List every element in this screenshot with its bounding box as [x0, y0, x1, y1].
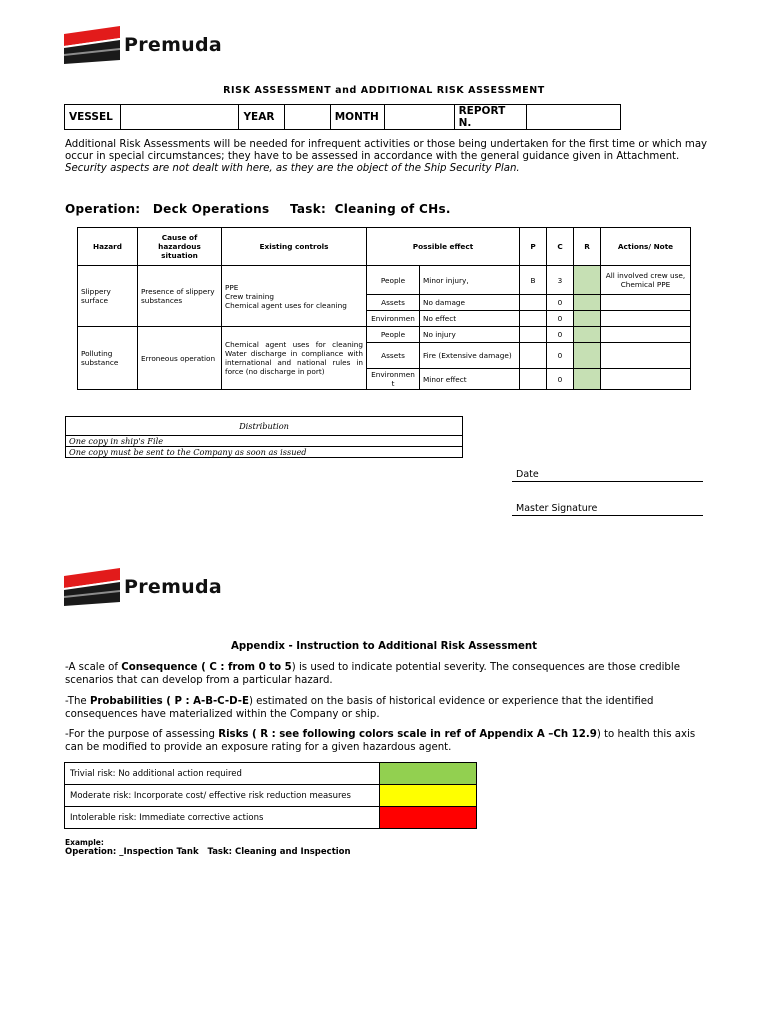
- col-effect: Possible effect: [367, 228, 520, 266]
- note-cell: [601, 311, 691, 327]
- col-r: R: [574, 228, 601, 266]
- target-cell: Assets: [367, 295, 420, 311]
- target-cell: People: [367, 327, 420, 343]
- company-logo: [64, 26, 222, 64]
- r-cell: [574, 369, 601, 390]
- p-cell: [520, 369, 547, 390]
- appendix-p2: -The Probabilities ( P : A-B-C-D-E) estimated on the basis of historical evidence or experience that the identified consequences have materialized within the Company or ship.: [65, 696, 654, 720]
- month-field[interactable]: [384, 105, 454, 130]
- hazard-cell: Slippery surface: [78, 266, 138, 327]
- cause-cell: Erroneous operation: [138, 327, 222, 390]
- scale-label: Moderate risk: Incorporate cost/ effective risk reduction measures: [65, 785, 380, 807]
- year-label: YEAR: [239, 105, 285, 130]
- c-cell: 0: [547, 343, 574, 369]
- c-cell: 0: [547, 311, 574, 327]
- master-signature-field[interactable]: [512, 503, 703, 516]
- operation-line: [65, 202, 451, 216]
- appendix-p3: -For the purpose of assessing Risks ( R : see following colors scale in ref of Appendix A –Ch 12.9) to health this axis can be modified to provide an exposure rating for a given hazardous agent.: [65, 729, 696, 753]
- c-cell: 0: [547, 295, 574, 311]
- col-hazard: Hazard: [78, 228, 138, 266]
- intro-paragraph: [65, 139, 725, 175]
- p-cell: [520, 311, 547, 327]
- r-cell: [574, 295, 601, 311]
- p-cell: B: [520, 266, 547, 295]
- intro-note: Security aspects are not dealt with here, as they are the object of the Ship Security Plan.: [65, 163, 520, 174]
- note-cell: [601, 343, 691, 369]
- example-label: Example:: [65, 838, 104, 847]
- hazard-cell: Polluting substance: [78, 327, 138, 390]
- controls-cell: PPE Crew training Chemical agent uses for cleaning: [222, 266, 367, 327]
- r-cell: [574, 327, 601, 343]
- vessel-field[interactable]: [120, 105, 239, 130]
- note-cell: All involved crew use, Chemical PPE: [601, 266, 691, 295]
- r-cell: [574, 266, 601, 295]
- col-cause: Cause of hazardous situation: [138, 228, 222, 266]
- risk-assessment-table: [77, 227, 691, 390]
- brand-name: Premuda: [124, 34, 223, 56]
- operation-label: Operation:: [65, 202, 141, 216]
- table-row: [78, 327, 691, 343]
- effect-cell: Minor injury,: [420, 266, 520, 295]
- target-cell: Environmen: [367, 311, 420, 327]
- example-line: Operation: _Inspection Tank Task: Cleaning and Inspection: [65, 847, 351, 857]
- target-cell: Assets: [367, 343, 420, 369]
- appendix-title: Appendix - Instruction to Additional Risk Assessment: [230, 641, 538, 652]
- r-cell: [574, 311, 601, 327]
- scale-row: [65, 807, 477, 829]
- col-controls: Existing controls: [222, 228, 367, 266]
- report-field[interactable]: [526, 105, 620, 130]
- trivial-risk-swatch: [380, 763, 477, 785]
- moderate-risk-swatch: [380, 785, 477, 807]
- effect-cell: No injury: [420, 327, 520, 343]
- month-label: MONTH: [330, 105, 384, 130]
- effect-cell: No effect: [420, 311, 520, 327]
- signature-label: Master Signature: [516, 503, 598, 514]
- target-cell: Environmen t: [367, 369, 420, 390]
- task-label: Task:: [289, 202, 327, 216]
- note-cell: [601, 327, 691, 343]
- brand-name: Premuda: [124, 576, 223, 598]
- c-cell: 0: [547, 369, 574, 390]
- task-value: Cleaning of CHs.: [334, 202, 451, 216]
- c-cell: 0: [547, 327, 574, 343]
- scale-row: [65, 763, 477, 785]
- col-p: P: [520, 228, 547, 266]
- premuda-logo-icon: [64, 568, 120, 606]
- p-cell: [520, 327, 547, 343]
- form-title: RISK ASSESSMENT and ADDITIONAL RISK ASSESSMENT: [223, 85, 545, 96]
- header-fields-table: [64, 104, 621, 130]
- distribution-title: Distribution: [66, 417, 463, 436]
- scale-label: Trivial risk: No additional action required: [65, 763, 380, 785]
- appendix-p1: -A scale of Consequence ( C : from 0 to 5) is used to indicate potential severity. The consequences are those credible scenarios that can develop from a particular hazard.: [65, 662, 680, 686]
- table-row: [78, 266, 691, 295]
- company-logo: [64, 568, 222, 606]
- date-field[interactable]: [512, 469, 703, 482]
- cause-cell: Presence of slippery substances: [138, 266, 222, 327]
- effect-cell: Fire (Extensive damage): [420, 343, 520, 369]
- scale-label: Intolerable risk: Immediate corrective actions: [65, 807, 380, 829]
- p-cell: [520, 295, 547, 311]
- scale-row: [65, 785, 477, 807]
- target-cell: People: [367, 266, 420, 295]
- c-cell: 3: [547, 266, 574, 295]
- date-label: Date: [516, 469, 539, 480]
- intro-line: Additional Risk Assessments will be needed for infrequent activities or those being undertaken for the first time or which may: [65, 139, 708, 150]
- effect-cell: Minor effect: [420, 369, 520, 390]
- note-cell: [601, 295, 691, 311]
- distribution-line: One copy in ship's File: [66, 436, 463, 447]
- controls-cell: Chemical agent uses for cleaning Water discharge in compliance with international and national rules in force (no discharge in port): [222, 327, 367, 390]
- distribution-table: [65, 416, 463, 458]
- year-field[interactable]: [285, 105, 331, 130]
- p-cell: [520, 343, 547, 369]
- effect-cell: No damage: [420, 295, 520, 311]
- premuda-logo-icon: [64, 26, 120, 64]
- operation-value: Deck Operations: [152, 202, 270, 216]
- risk-color-scale: [64, 762, 477, 829]
- intolerable-risk-swatch: [380, 807, 477, 829]
- note-cell: [601, 369, 691, 390]
- distribution-line: One copy must be sent to the Company as soon as issued: [66, 447, 463, 458]
- intro-line: occur in special circumstances; they have to be assessed in accordance with the general guidance given in Attachment.: [65, 151, 680, 162]
- report-label: REPORT N.: [454, 105, 526, 130]
- col-actions: Actions/ Note: [601, 228, 691, 266]
- col-c: C: [547, 228, 574, 266]
- vessel-label: VESSEL: [65, 105, 121, 130]
- r-cell: [574, 343, 601, 369]
